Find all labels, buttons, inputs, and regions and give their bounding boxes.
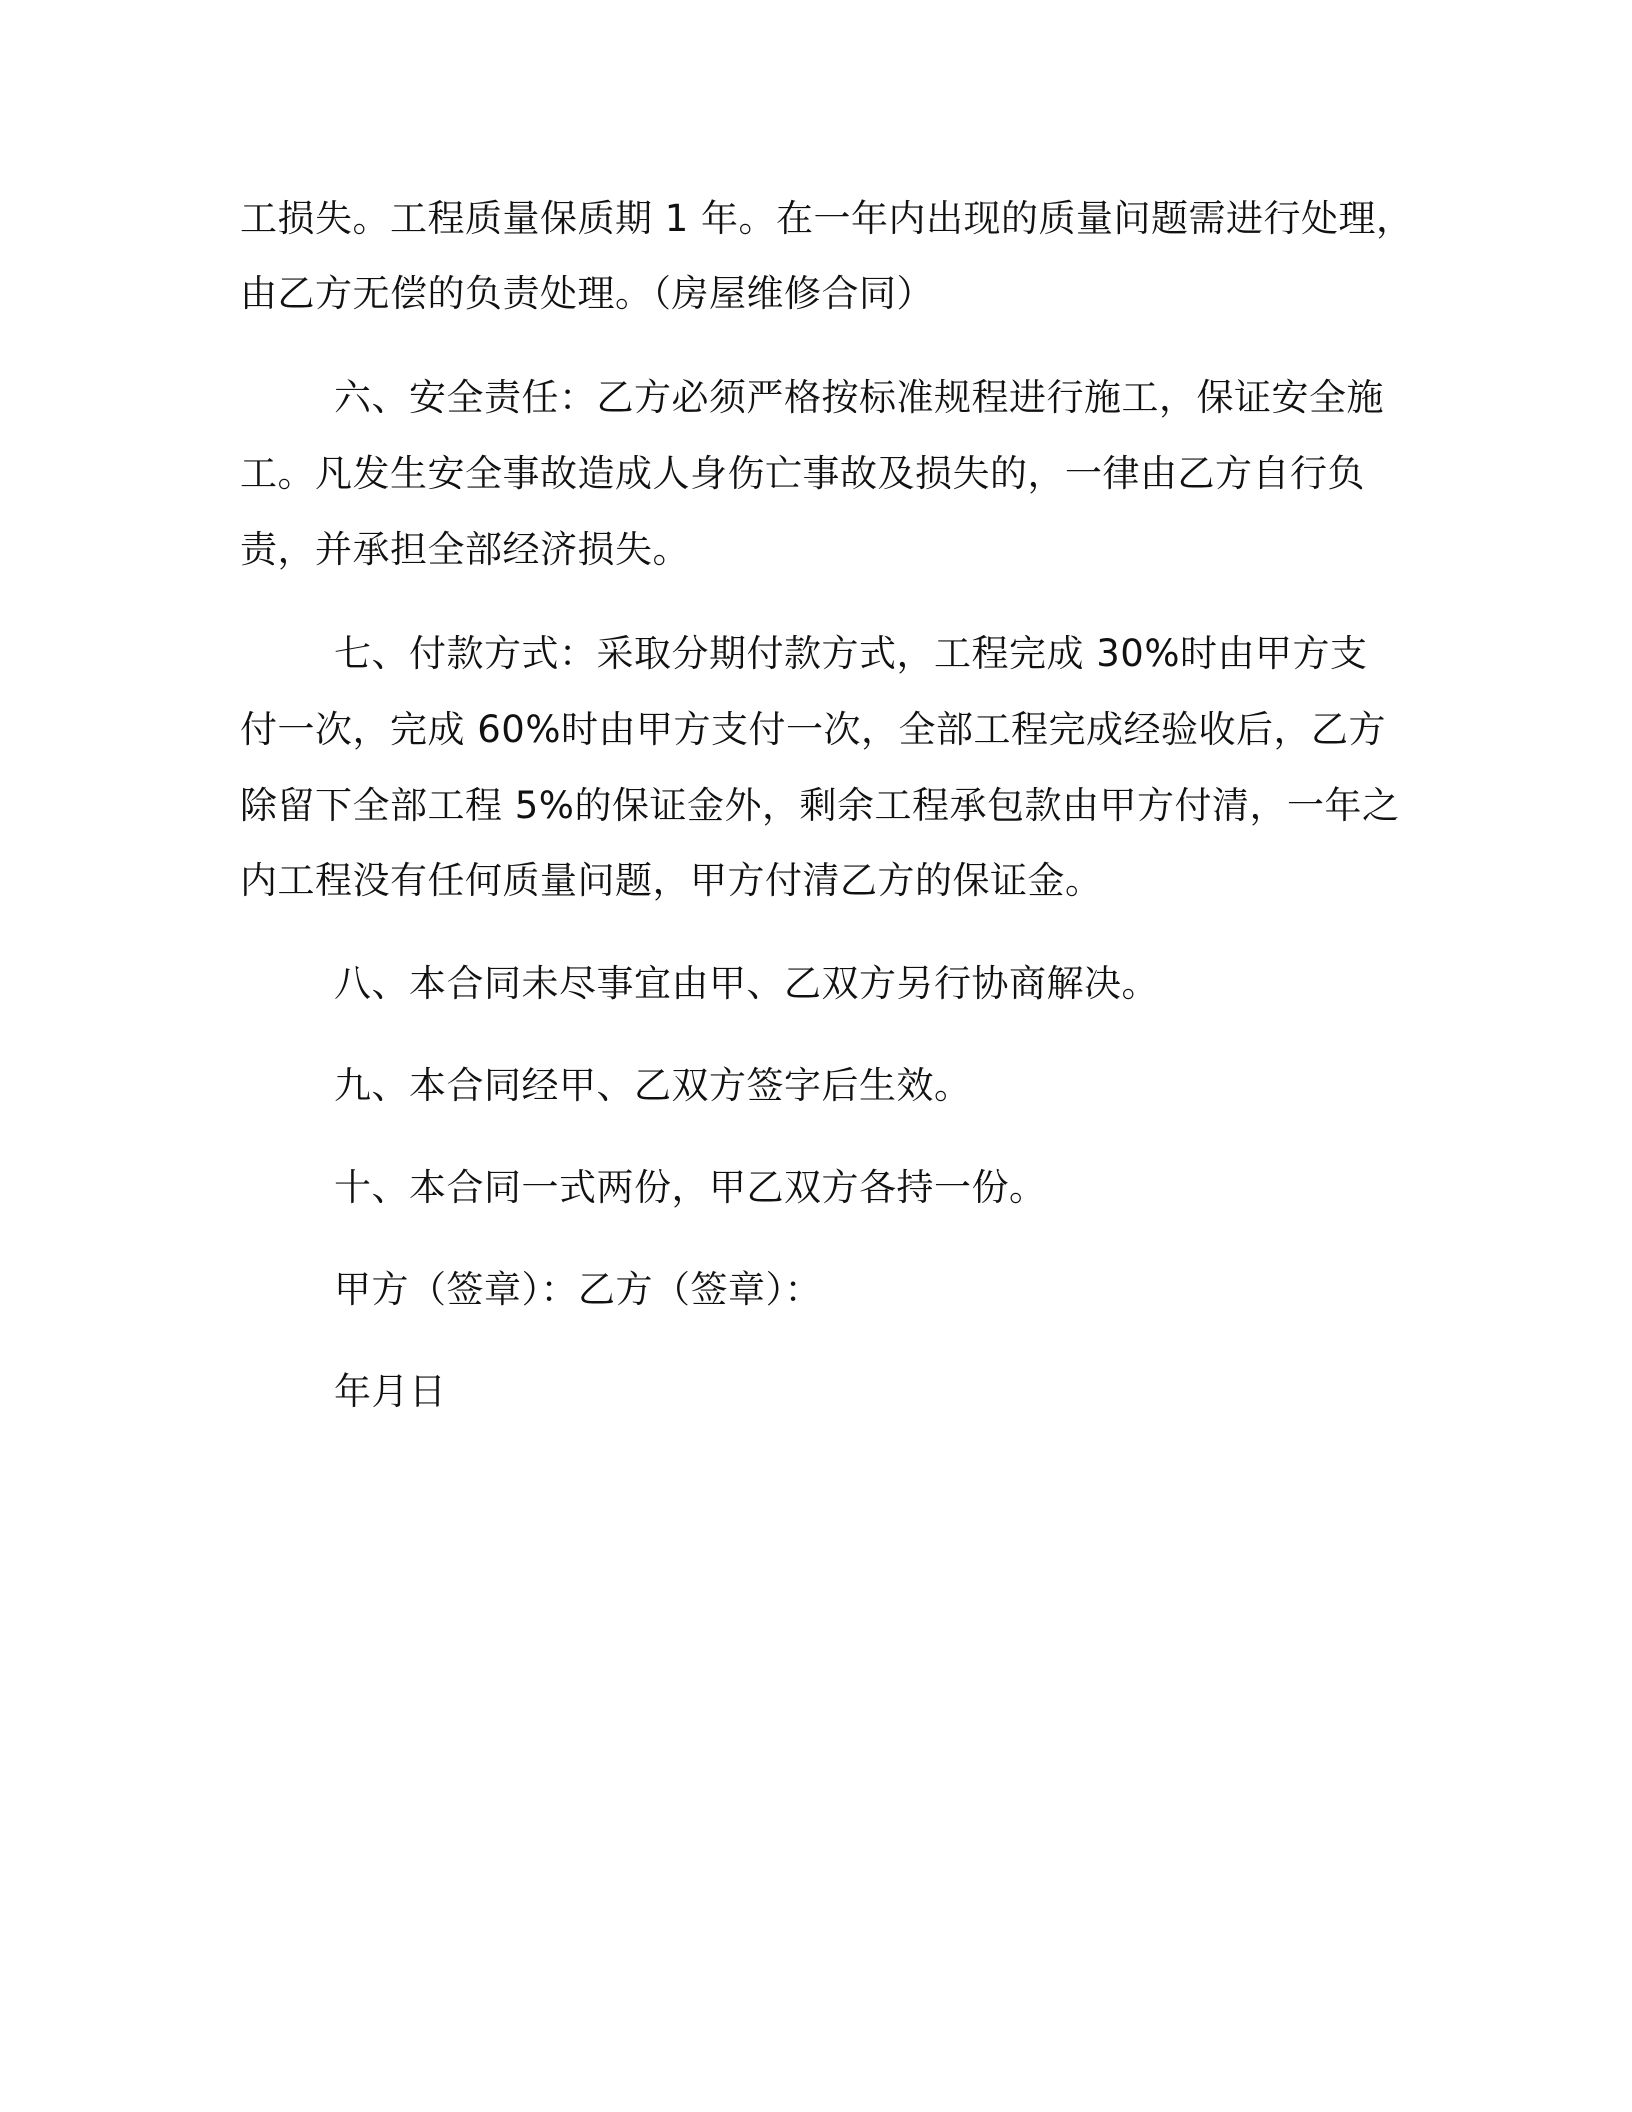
paragraph-1-line-1: 工损失。工程质量保质期 1 年。在一年内出现的质量问题需进行处理， bbox=[240, 197, 1414, 240]
paragraph-2-line-1: 六、安全责任：乙方必须严格按标准规程进行施工，保证安全施 bbox=[334, 376, 1384, 419]
clause-9: 九、本合同经甲、乙双方签字后生效。 bbox=[334, 1064, 972, 1107]
paragraph-3-line-4: 内工程没有任何质量问题，甲方付清乙方的保证金。 bbox=[240, 859, 1103, 902]
signature-line: 甲方（签章）：乙方（签章）： bbox=[334, 1268, 822, 1311]
paragraph-3-line-2: 付一次，完成 60%时由甲方支付一次，全部工程完成经验收后，乙方 bbox=[240, 708, 1386, 751]
paragraph-3-line-1: 七、付款方式：采取分期付款方式，工程完成 30%时由甲方支 bbox=[334, 632, 1368, 675]
clause-8: 八、本合同未尽事宜由甲、乙双方另行协商解决。 bbox=[334, 962, 1159, 1005]
paragraph-2-line-2: 工。凡发生安全事故造成人身伤亡事故及损失的，一律由乙方自行负 bbox=[240, 452, 1365, 495]
date-line: 年月日 bbox=[334, 1370, 447, 1413]
paragraph-2-line-3: 责，并承担全部经济损失。 bbox=[240, 528, 690, 571]
paragraph-1-line-2: 由乙方无偿的负责处理。（房屋维修合同） bbox=[240, 272, 934, 315]
clause-10: 十、本合同一式两份，甲乙双方各持一份。 bbox=[334, 1166, 1047, 1209]
paragraph-3-line-3: 除留下全部工程 5%的保证金外，剩余工程承包款由甲方付清，一年之 bbox=[240, 784, 1400, 827]
